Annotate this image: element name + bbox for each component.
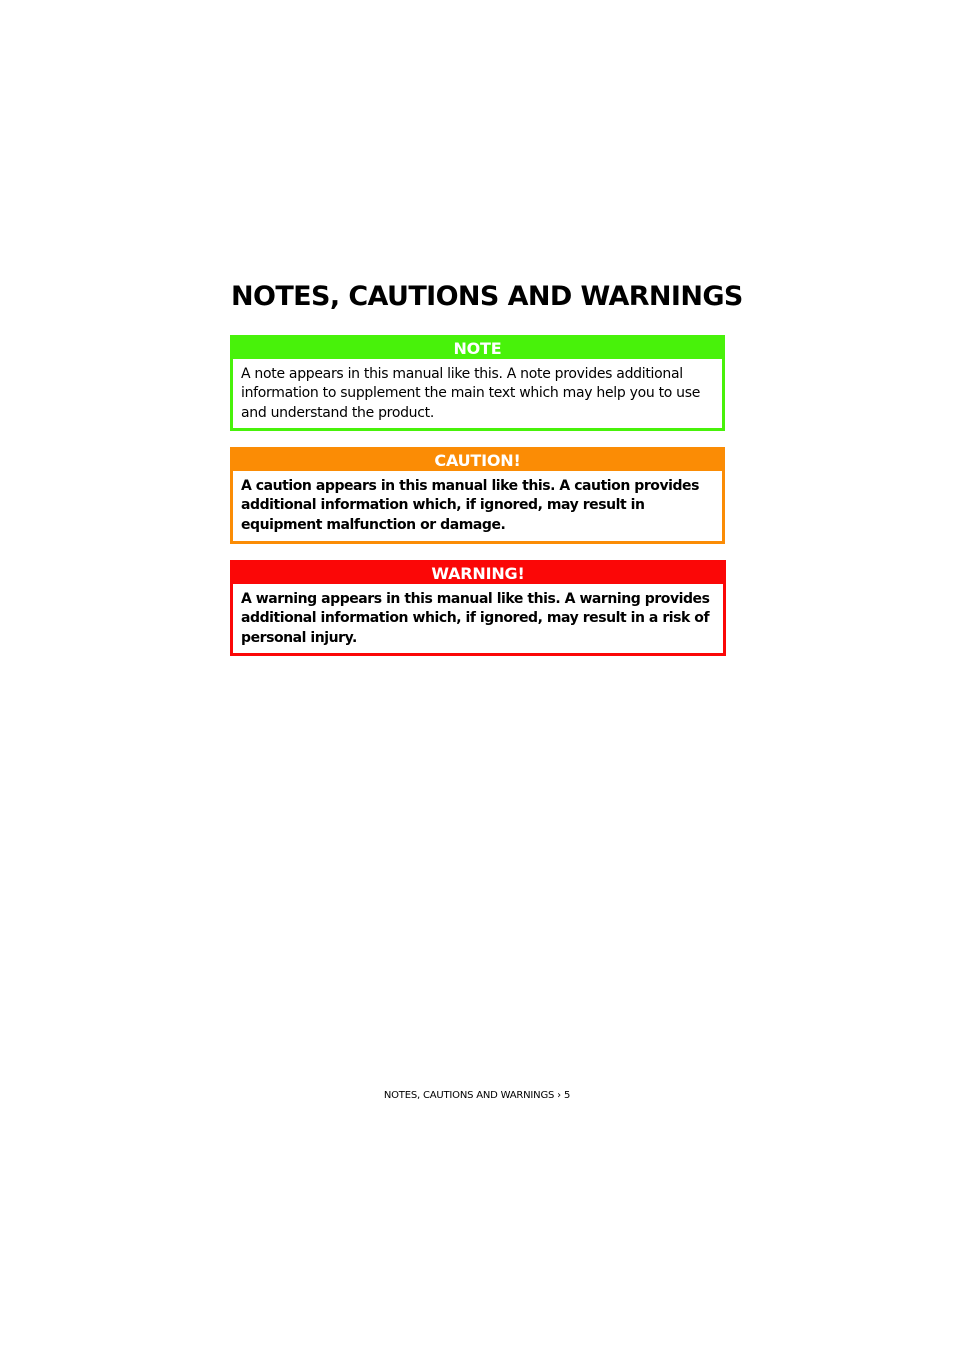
footer-separator: › — [557, 1090, 561, 1101]
note-heading: NOTE — [233, 338, 722, 359]
caution-heading: CAUTION! — [233, 450, 722, 471]
footer-page-number: 5 — [563, 1090, 571, 1101]
note-text: A note appears in this manual like this. A note provides additional information to supplement the main text which may help you to use and understand the product. — [241, 366, 701, 421]
caution-box — [230, 447, 725, 544]
warning-text: A warning appears in this manual like this. A warning provides additional information which, if ignored, may result in a risk of personal injury. — [241, 591, 710, 646]
footer-section: NOTES, CAUTIONS AND WARNINGS — [383, 1090, 555, 1101]
page-footer — [0, 1090, 954, 1101]
warning-box — [230, 560, 726, 656]
note-box — [230, 335, 725, 431]
page-title: NOTES, CAUTIONS AND WARNINGS — [231, 281, 743, 312]
warning-heading: WARNING! — [233, 563, 723, 584]
caution-text: A caution appears in this manual like this. A caution provides additional information which, if ignored, may result in equipment malfunction or damage. — [241, 478, 699, 533]
